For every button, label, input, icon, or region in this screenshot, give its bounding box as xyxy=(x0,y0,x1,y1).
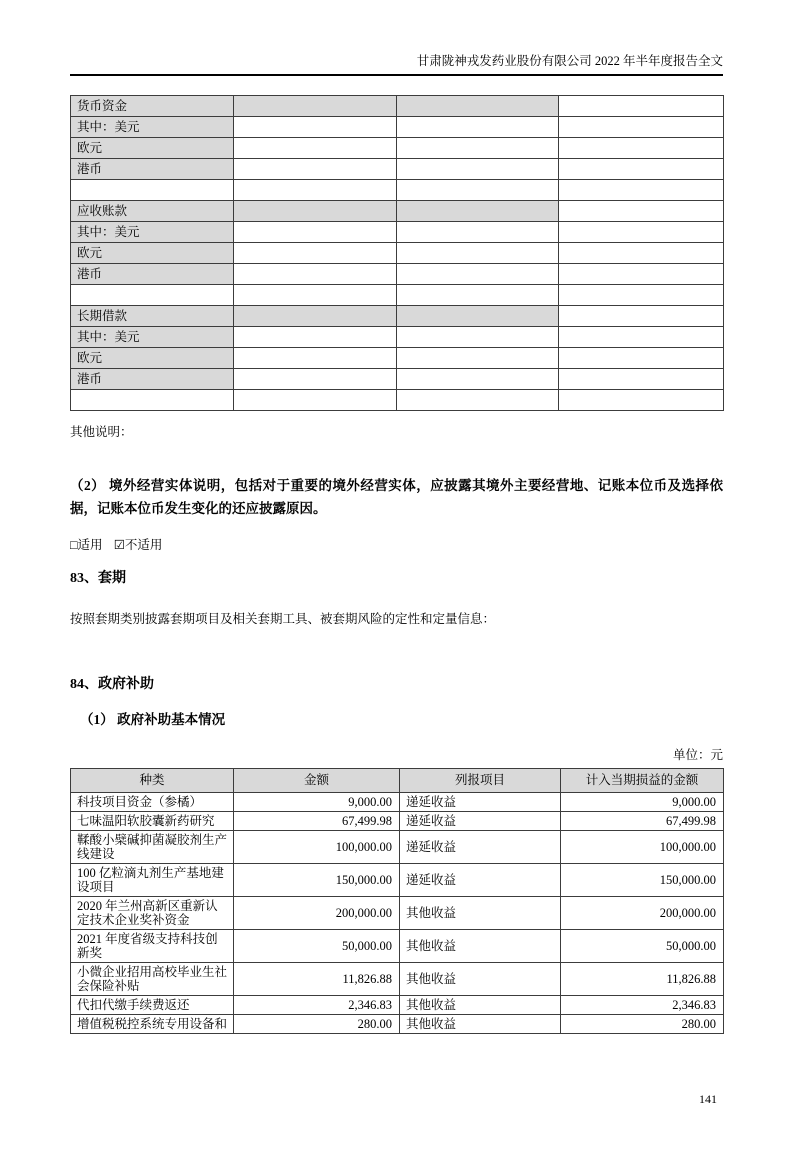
subsidy-report-item-cell: 递延收益 xyxy=(400,831,561,864)
checkbox-applicable: □适用 xyxy=(70,538,103,552)
checkbox-not-applicable: ☑不适用 xyxy=(113,538,163,552)
value-cell xyxy=(234,390,397,411)
unit-label: 单位：元 xyxy=(672,748,723,762)
subsidy-amount-cell: 2,346.83 xyxy=(234,996,400,1015)
subsidy-table-row xyxy=(71,897,724,930)
value-cell xyxy=(397,285,559,306)
subsidy-report-item-cell: 其他收益 xyxy=(400,897,561,930)
value-cell xyxy=(397,264,559,285)
report-page xyxy=(0,54,793,1176)
value-cell xyxy=(559,327,724,348)
subsidy-amount-cell: 9,000.00 xyxy=(234,793,400,812)
currency-table-row xyxy=(71,285,724,306)
subsidy-amount-cell: 200,000.00 xyxy=(234,897,400,930)
value-cell xyxy=(234,327,397,348)
row-label-cell: 港币 xyxy=(71,159,234,180)
subsidy-pl-amount-cell: 11,826.88 xyxy=(561,963,724,996)
subsidy-table-row xyxy=(71,793,724,812)
row-label-cell xyxy=(71,285,234,306)
value-cell xyxy=(397,390,559,411)
value-cell xyxy=(234,348,397,369)
row-label-cell: 应收账款 xyxy=(71,201,234,222)
currency-table-row xyxy=(71,243,724,264)
currency-table-row xyxy=(71,348,724,369)
foreign-entity-heading: （2） 境外经营实体说明，包括对于重要的境外经营实体，应披露其境外主要经营地、记账本位币及选择依据，记账本位币发生变化的还应披露原因。 xyxy=(70,478,723,516)
value-cell xyxy=(234,201,397,222)
value-cell xyxy=(559,306,724,327)
column-header-cell: 金额 xyxy=(234,769,400,793)
value-cell xyxy=(234,222,397,243)
value-cell xyxy=(559,138,724,159)
subsidy-type-cell: 代扣代缴手续费返还 xyxy=(71,996,234,1015)
value-cell xyxy=(559,159,724,180)
value-cell xyxy=(559,117,724,138)
row-label-cell xyxy=(71,390,234,411)
subsidy-table-row xyxy=(71,996,724,1015)
value-cell xyxy=(234,117,397,138)
subsidy-type-cell: 科技项目资金（参橘） xyxy=(71,793,234,812)
subsidy-amount-cell: 150,000.00 xyxy=(234,864,400,897)
row-label-cell: 其中：美元 xyxy=(71,327,234,348)
value-cell xyxy=(397,159,559,180)
subsidy-pl-amount-cell: 2,346.83 xyxy=(561,996,724,1015)
value-cell xyxy=(234,159,397,180)
currency-table-body xyxy=(71,96,724,411)
subsidy-header-row xyxy=(71,769,724,793)
column-header-cell: 列报项目 xyxy=(400,769,561,793)
subsidy-table-row xyxy=(71,1015,724,1034)
subsidy-report-item-cell: 递延收益 xyxy=(400,812,561,831)
hedging-body-text: 按照套期类别披露套期项目及相关套期工具、被套期风险的定性和定量信息： xyxy=(70,612,496,626)
applicability-line xyxy=(70,537,723,553)
value-cell xyxy=(234,180,397,201)
subsidy-pl-amount-cell: 150,000.00 xyxy=(561,864,724,897)
subsidy-table-body xyxy=(71,793,724,1034)
subsidy-table-row xyxy=(71,831,724,864)
row-label-cell: 欧元 xyxy=(71,138,234,159)
value-cell xyxy=(559,285,724,306)
page-number: 141 xyxy=(699,1092,717,1106)
subsidy-amount-cell: 67,499.98 xyxy=(234,812,400,831)
subsidy-amount-cell: 280.00 xyxy=(234,1015,400,1034)
subsidy-report-item-cell: 其他收益 xyxy=(400,963,561,996)
currency-table-row xyxy=(71,369,724,390)
subsidy-table-row xyxy=(71,864,724,897)
page-content xyxy=(0,54,793,1034)
value-cell xyxy=(234,96,397,117)
subsidy-amount-cell: 11,826.88 xyxy=(234,963,400,996)
currency-table-row xyxy=(71,306,724,327)
subsidy-type-cell: 增值税税控系统专用设备和 xyxy=(71,1015,234,1034)
row-label-cell: 货币资金 xyxy=(71,96,234,117)
value-cell xyxy=(397,222,559,243)
row-label-cell xyxy=(71,180,234,201)
foreign-currency-balance-table xyxy=(70,95,724,411)
value-cell xyxy=(397,138,559,159)
currency-table-row xyxy=(71,222,724,243)
subsidy-pl-amount-cell: 67,499.98 xyxy=(561,812,724,831)
value-cell xyxy=(234,138,397,159)
value-cell xyxy=(397,96,559,117)
value-cell xyxy=(559,264,724,285)
subsidy-table-row xyxy=(71,963,724,996)
value-cell xyxy=(234,306,397,327)
subsidy-pl-amount-cell: 50,000.00 xyxy=(561,930,724,963)
row-label-cell: 港币 xyxy=(71,264,234,285)
subsidy-type-cell: 小微企业招用高校毕业生社会保险补贴 xyxy=(71,963,234,996)
row-label-cell: 长期借款 xyxy=(71,306,234,327)
section-84-heading: 84、政府补助 xyxy=(70,677,154,692)
value-cell xyxy=(397,327,559,348)
value-cell xyxy=(559,348,724,369)
subsidy-report-item-cell: 其他收益 xyxy=(400,1015,561,1034)
page-header xyxy=(70,54,723,76)
government-subsidy-table xyxy=(70,768,724,1034)
currency-table-row xyxy=(71,201,724,222)
subsidy-table-row xyxy=(71,812,724,831)
value-cell xyxy=(397,306,559,327)
currency-table-row xyxy=(71,390,724,411)
subsidy-type-cell: 2021 年度省级支持科技创新奖 xyxy=(71,930,234,963)
row-label-cell: 欧元 xyxy=(71,348,234,369)
row-label-cell: 其中：美元 xyxy=(71,117,234,138)
value-cell xyxy=(234,264,397,285)
value-cell xyxy=(559,243,724,264)
value-cell xyxy=(559,390,724,411)
value-cell xyxy=(234,243,397,264)
subsidy-pl-amount-cell: 9,000.00 xyxy=(561,793,724,812)
section-83-heading: 83、套期 xyxy=(70,571,126,586)
subsidy-pl-amount-cell: 200,000.00 xyxy=(561,897,724,930)
subsidy-type-cell: 鞣酸小檗碱抑菌凝胶剂生产线建设 xyxy=(71,831,234,864)
value-cell xyxy=(397,243,559,264)
currency-table-row xyxy=(71,159,724,180)
value-cell xyxy=(559,369,724,390)
value-cell xyxy=(559,96,724,117)
value-cell xyxy=(234,369,397,390)
subsidy-amount-cell: 100,000.00 xyxy=(234,831,400,864)
currency-table-row xyxy=(71,264,724,285)
value-cell xyxy=(559,201,724,222)
subsidy-table-row xyxy=(71,930,724,963)
value-cell xyxy=(559,222,724,243)
subsidy-report-item-cell: 递延收益 xyxy=(400,793,561,812)
row-label-cell: 欧元 xyxy=(71,243,234,264)
subsidy-report-item-cell: 其他收益 xyxy=(400,930,561,963)
currency-table-row xyxy=(71,96,724,117)
subsidy-table-head xyxy=(71,769,724,793)
document-title: 甘肃陇神戎发药业股份有限公司 2022 年半年度报告全文 xyxy=(416,54,723,68)
currency-table-row xyxy=(71,180,724,201)
column-header-cell: 种类 xyxy=(71,769,234,793)
value-cell xyxy=(397,117,559,138)
other-notes-label: 其他说明： xyxy=(70,425,133,439)
row-label-cell: 港币 xyxy=(71,369,234,390)
subsidy-pl-amount-cell: 280.00 xyxy=(561,1015,724,1034)
currency-table-row xyxy=(71,327,724,348)
subsidy-amount-cell: 50,000.00 xyxy=(234,930,400,963)
currency-table-row xyxy=(71,138,724,159)
column-header-cell: 计入当期损益的金额 xyxy=(561,769,724,793)
value-cell xyxy=(397,369,559,390)
subsidy-type-cell: 七味温阳软胶囊新药研究 xyxy=(71,812,234,831)
value-cell xyxy=(559,180,724,201)
subsidy-subheading: （1） 政府补助基本情况 xyxy=(80,712,226,727)
subsidy-report-item-cell: 递延收益 xyxy=(400,864,561,897)
value-cell xyxy=(397,180,559,201)
value-cell xyxy=(234,285,397,306)
subsidy-type-cell: 100 亿粒滴丸剂生产基地建设项目 xyxy=(71,864,234,897)
subsidy-report-item-cell: 其他收益 xyxy=(400,996,561,1015)
subsidy-pl-amount-cell: 100,000.00 xyxy=(561,831,724,864)
row-label-cell: 其中：美元 xyxy=(71,222,234,243)
currency-table-row xyxy=(71,117,724,138)
subsidy-type-cell: 2020 年兰州高新区重新认定技术企业奖补资金 xyxy=(71,897,234,930)
value-cell xyxy=(397,201,559,222)
value-cell xyxy=(397,348,559,369)
